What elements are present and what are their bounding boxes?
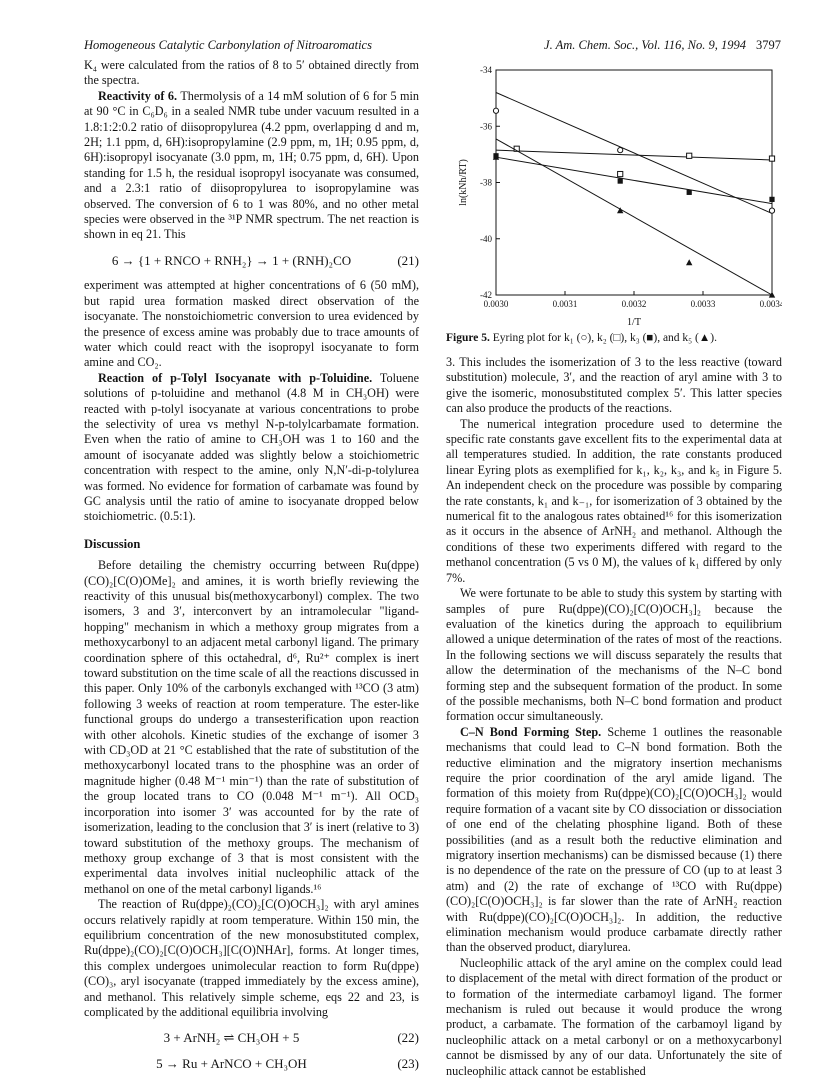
equation-23 [84,1056,419,1071]
equation-body: 6 → {1 + RNCO + RNH₂} → 1 + (RNH)₂CO [111,252,352,268]
y-tick-label: -38 [480,177,492,188]
section-heading: Discussion [84,536,141,551]
data-point-filled-square [769,197,774,202]
x-tick-label: 0.0032 [621,299,647,309]
fit-line-2 [496,150,772,160]
paragraph: Before detailing the chemistry occurring between Ru(dppe)(CO)₂[C(O)OMe]₂ and amines, it is worth briefly reviewing the reactivity of this unusual bis(methoxycarbonyl) complex. The two isomers, 3 and 3′, interconvert by an intramolecular "ligand-hopping" mechanism in which a methoxy group migrates from a methoxycarbonyl to an adjacent metal carbonyl ligand. The primary coordination sphere of this octahedral, d⁶, Ru²⁺ complex is inert toward substitution on the time scale of all the reactions discussed in this paper. Only 10% of the carbonyls exchanged with ¹³CO (3 atm) following 3 weeks of reaction at room temperature. The ester-like functional groups do undergo a transesterification upon reaction with other alcohols. Kinetic studies of the exchange of isomer 3 with CD₃OD at 21 °C established that the rate of substitution of the methoxycarbonyl located trans to the phosphine was an order of magnitude higher (0.48 M⁻¹ min⁻¹) than the rate of substitution of the group located trans to CO (0.048 M⁻¹ m⁻¹). All OCD₃ incorporation into isomer 3′ was accounted for by the rate of isomerization, leading to the conclusion that 3′ is inert (relative to 3) toward substitution of the methoxy groups. The mechanism of methoxy group exchange of 3 that is most consistent with the experimental data involves initial nucleophilic attack of the methanol on one of the metal carbonyl ligands.¹⁶ [84,558,419,896]
paragraph-text: Thermolysis of a 14 mM solution of 6 for 5 min at 90 °C in C₆D₆ in a sealed NMR tube under vacuum resulted in a 1.8:1:2:0.2 ratio of diisopropylurea (4.2 ppm, overlapping d and m, 2H; 1.1 ppm, d, 6H):isopropylamine (2.9 ppm, m, 1H; 0.95 ppm, d, 6H):isopropyl isocyanate (3.0 ppm, m, 1H; 0.75 ppm, d, 6H). Upon standing for 1.5 h, the residual isopropyl isocyanate was consumed, and a 2.3:1 ratio of diisopropylurea to isopropylamine was observed. The conversion of 6 to 1 was 80%, and no other metal species were observed in the ³¹P NMR spectrum. The net reaction is shown in eq 21. This [84,88,419,242]
equation-number: (22) [397,1030,419,1046]
y-tick-label: -36 [480,121,492,132]
paragraph: We were fortunate to be able to study this system by starting with samples of pure Ru(dppe)(CO)₂[C(O)OCH₃]₂ because the evaluation of the kinetics during the approach to equilibrium allowed a unique determination of the rates of most of the reactions. In the following sections we will discuss separately the results that allow the determination of the mechanisms of the N–C bond forming step and the subsequent formation of the product. In some of the possible mechanisms, both N–C bond formation and product formation occur simultaneously. [446,586,782,724]
fit-line-3 [496,157,772,203]
paragraph: K₄ were calculated from the ratios of 8 to 5′ obtained directly from the spectra. [84,58,419,88]
runin-heading: C–N Bond Forming Step. [460,724,602,739]
data-point-open-square [687,153,692,158]
page-number: 3797 [756,38,781,52]
runin-heading: Reactivity of 6. [98,88,178,103]
paragraph: Nucleophilic attack of the aryl amine on the complex could lead to displacement of the metal with direct formation of the product or to formation of the intermediate carbamoyl ligand. The former mechanism is ruled out because it would produce the wrong product, a carbamate. The formation of the carbamoyl ligand by nucleophilic attack on a metal carbonyl or on a methoxycarbonyl cannot be dismissed by any of our data. Unfortunately the site of nucleophilic attack cannot be established [446,955,782,1078]
paragraph-reactivity [84,89,419,243]
left-column [84,58,419,1081]
figure-caption [446,332,782,344]
equation-body: 3 + ArNH₂ ⇌ CH₃OH + 5 [163,1030,300,1046]
right-column [446,355,782,1079]
paragraph-cn-bond [446,725,782,956]
fit-line-1 [496,93,772,214]
x-tick-label: 0.0030 [483,299,509,309]
x-axis-label: 1/T [627,317,641,328]
journal-header [544,38,781,53]
equation-21 [84,253,419,268]
data-point-circle [618,148,623,153]
data-point-circle [769,208,774,213]
eyring-plot [446,58,782,328]
equation-body: 5 → Ru + ArNCO + CH₃OH [156,1055,307,1071]
y-tick-label: -34 [480,65,492,75]
paragraph-tolyl [84,371,419,525]
journal-citation: J. Am. Chem. Soc., Vol. 116, No. 9, 1994 [544,38,746,52]
y-tick-label: -40 [480,233,492,244]
paragraph: The reaction of Ru(dppe)₂(CO)₂[C(O)OCH₃]₂ with aryl amines occurs relatively rapidly at room temperature. Within 150 min, the equilibrium concentration of the new monosubstituted complex, Ru(dppe)₂(CO)₂[C(O)OCH₃][C(O)NHAr], forms. At longer times, this complex undergoes unimolecular reaction to form Ru(dppe)(CO)₃, aryl isocyanate (trapped immediately by the excess amine), and methanol. This relatively simple scheme, eqs 22 and 23, is complicated by the additional equilibria involving [84,897,419,1019]
x-tick-label: 0.0033 [690,299,716,309]
data-point-triangle [686,259,692,265]
figure-5 [446,58,782,348]
equation-number: (23) [397,1055,419,1071]
plot-frame [496,70,772,295]
running-title: Homogeneous Catalytic Carbonylation of Nitroaromatics [84,38,372,52]
y-tick-label: -42 [480,290,492,300]
x-tick-label: 0.0034 [759,299,782,309]
data-point-filled-square [687,190,692,195]
fit-line-4 [496,139,772,295]
data-point-filled-square [618,178,623,183]
caption-text: Eyring plot for k₁ (○), k₂ (□), k₃ (■), and k₅ (▲). [492,332,717,344]
x-tick-label: 0.0031 [552,299,578,309]
caption-label: Figure 5. [446,332,490,344]
paragraph: 3. This includes the isomerization of 3 to the less reactive (toward substitution) molecule, 3′, and the reaction of aryl amine with 3 to give the isomeric, monosubstituted complex 5′. This latter species can also produce the products of the reactions. [446,355,782,416]
data-point-open-square [769,156,774,161]
runin-heading: Reaction of p-Tolyl Isocyanate with p-Toluidine. [98,370,373,385]
equation-22 [84,1030,419,1045]
paragraph: The numerical integration procedure used to determine the specific rate constants gave excellent fits to the experimental data at all temperatures studied. In addition, the rate constants produced linear Eyring plots as exemplified for k₁, k₂, k₃, and k₅ in Figure 5. An independent check on the procedure was possible by comparing the rate constants, k₁ and k₋₁, for isomerization of 3 obtained by the numerical fit to the analogous rates obtained¹⁶ for this isomerization as it occurs in the absence of ArNH₂ and methanol. Although the conditions of these two experiments differed with regard to the methanol concentration (5 vs 0 M), the values of k₁ differed by only 7%. [446,416,782,585]
paragraph-text: Toluene solutions of p-toluidine and methanol (4.8 M in CH₃OH) were reacted with p-tolyl isocyanate at various concentrations to probe the selectivity of urea vs methyl N-p-tolylcarbamate formation. Even when the ratio of amine to CH₃OH was 1 to 160 and the amount of isocyanate added was slightly below a stoichiometric concentration with respect to the amine, only N,N′-di-p-tolylurea was formed. No evidence for formation of carbamate was found by GC analysis until the ratio of amine to isocyanate dropped below stoichiometric. (0.5:1). [84,370,419,524]
equation-number: (21) [397,252,419,268]
paragraph: experiment was attempted at higher concentrations of 6 (50 mM), but rapid urea formation masked direct observation of the isocyanate. The nonstoichiometric conversion to urea evidenced by the presence of excess amine was probably due to trace amounts of water which could react with the isopropyl isocyanate to form amine and CO₂. [84,278,419,370]
y-axis-label: ln(kNh/RT) [458,159,469,206]
paragraph-text: Scheme 1 outlines the reasonable mechanisms that could lead to C–N bond formation. Both the reductive elimination and the migratory insertion mechanisms require the prior coordination of the aryl amide ligand. The formation of this moiety from Ru(dppe)(CO)₂[C(O)OCH₃]₂ would require formation of a vacant site by CO dissociation or dissociation of one end of the chelating phosphine ligand. Both of these possibilities (and as a result both the reductive elimination and migratory insertion mechanisms) can be dismissed because (1) there is no dependence of the rate on the pressure of CO (up to at least 3 atm) and (2) the rate of exchange of ¹³CO with Ru(dppe)(CO)₂[C(O)OCH₃]₂ is far slower than the rate of ArNH₂ reaction with Ru(dppe)(CO)₂[C(O)OCH₃]₂. In addition, the reductive elimination mechanism would produce carbamate directly rather than the observed product, diarylurea. [446,724,783,955]
data-point-circle [493,108,498,113]
data-point-open-square [618,171,623,176]
